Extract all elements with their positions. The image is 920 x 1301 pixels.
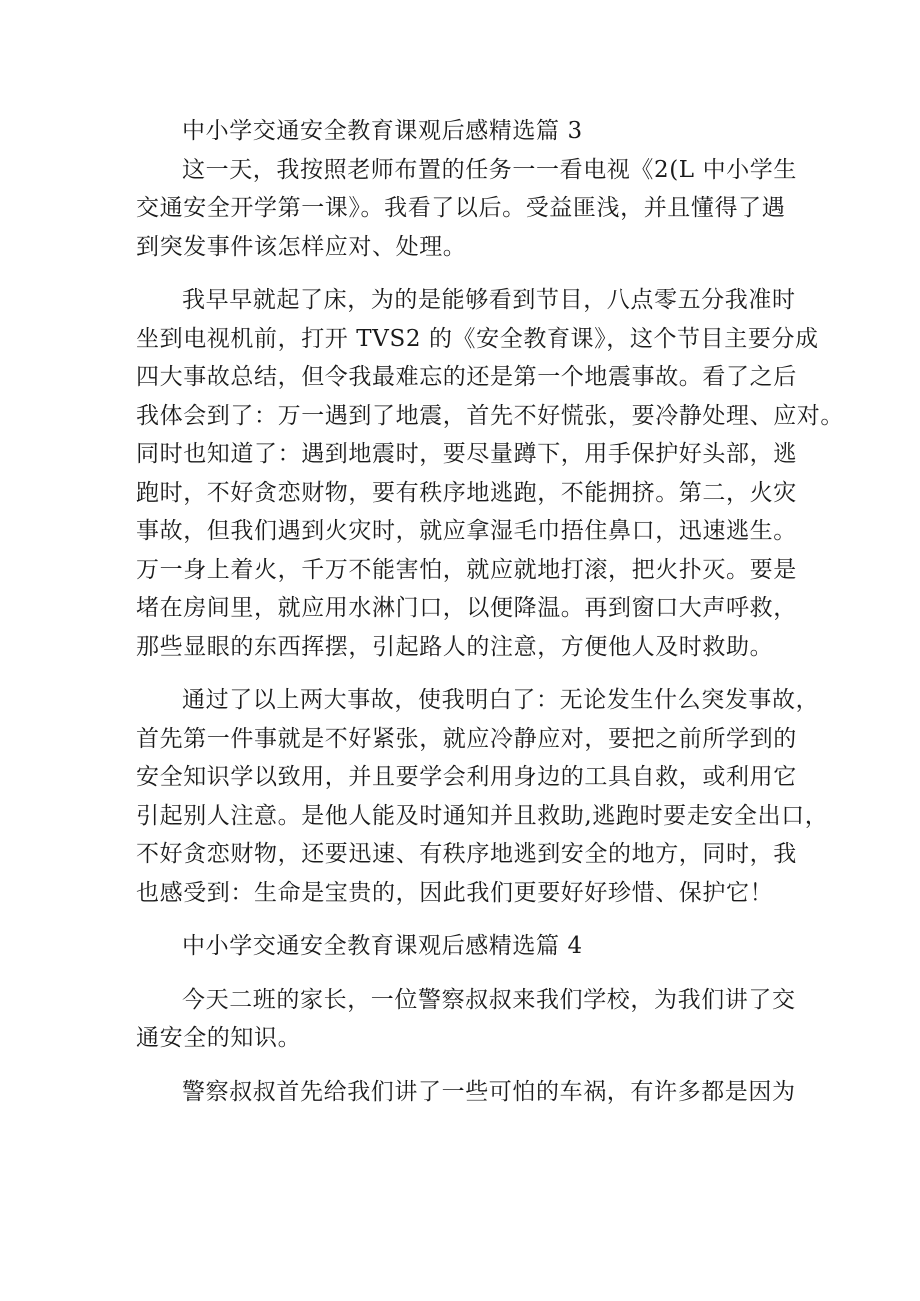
text-line: 到突发事件该怎样应对、处理。 <box>136 233 467 260</box>
text-line: 同时也知道了：遇到地震时，要尽量蹲下，用手保护好头部，逃 <box>136 441 797 467</box>
section-heading-3: 中小学交通安全教育课观后感精选篇 3 <box>182 118 583 144</box>
text-line: 这一天，我按照老师布置的任务一一看电视《2(L 中小学生 <box>182 156 797 183</box>
paragraph <box>136 151 804 267</box>
text-line: 堵在房间里，就应用水淋门口，以便降温。再到窗口大声呼救， <box>136 595 797 621</box>
text-line: 万一身上着火，千万不能害怕，就应就地打滚，把火扑灭。要是 <box>136 556 797 583</box>
text-line: 首先第一件事就是不好紧张，就应冷静应对，要把之前所学到的 <box>136 725 797 752</box>
text-line: 也感受到：生命是宝贵的，因此我们更要好好珍惜、保护它！ <box>136 879 774 906</box>
document-body <box>136 112 844 1111</box>
section-heading-4: 中小学交通安全教育课观后感精选篇 4 <box>182 933 583 959</box>
text-line: 那些显眼的东西挥摆，引起路人的注意，方便他人及时救助。 <box>136 633 774 660</box>
text-line: 通安全的知识。 <box>136 1025 302 1051</box>
paragraph <box>136 281 844 666</box>
text-line: 引起别人注意。是他人能及时通知并且救助,逃跑时要走安全出口， <box>136 802 829 829</box>
paragraph <box>136 1073 804 1112</box>
text-line: 事故，但我们遇到火灾时，就应拿湿毛巾捂住鼻口，迅速逃生。 <box>136 518 797 544</box>
text-line: 交通安全开学第一课》。我看了以后。受益匪浅，并且懂得了遇 <box>136 195 786 221</box>
text-line: 我早早就起了床，为的是能够看到节目，八点零五分我准时 <box>182 287 796 313</box>
text-line: 我体会到了：万一遇到了地震，首先不好慌张，要冷静处理、应对。 <box>136 402 844 429</box>
text-line: 不好贪恋财物，还要迅速、有秩序地逃到安全的地方，同时，我 <box>136 841 797 867</box>
paragraph <box>136 981 804 1058</box>
text-line: 警察叔叔首先给我们讲了一些可怕的车祸，有许多都是因为 <box>182 1078 796 1105</box>
paragraph <box>136 681 829 912</box>
text-line: 跑时，不好贪恋财物，要有秩序地逃跑，不能拥挤。第二，火灾 <box>136 479 797 506</box>
text-line: 安全知识学以致用，并且要学会利用身边的工具自救，或利用它 <box>136 764 797 790</box>
text-line: 今天二班的家长，一位警察叔叔来我们学校，为我们讲了交 <box>182 986 796 1013</box>
text-line: 坐到电视机前，打开 TVS2 的《安全教育课》，这个节目主要分成 <box>136 325 819 352</box>
text-line: 通过了以上两大事故，使我明白了：无论发生什么突发事故， <box>182 687 820 713</box>
text-line: 四大事故总结，但令我最难忘的还是第一个地震事故。看了之后 <box>136 364 797 390</box>
